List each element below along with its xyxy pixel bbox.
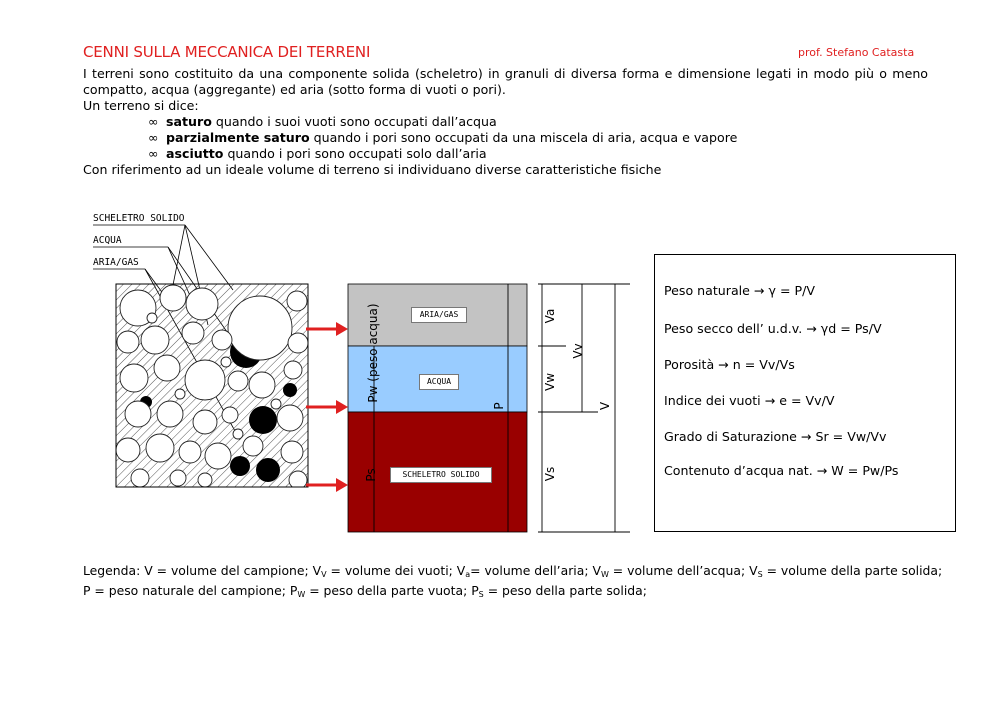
property-grado-saturazione: Grado di Saturazione → Sr = Vw/Vv [664, 429, 887, 444]
bullet-term: asciutto [166, 146, 224, 161]
infinity-icon: ∞ [148, 130, 159, 145]
layer-label-scheletro: SCHELETRO SOLIDO [390, 467, 492, 483]
property-indice-vuoti: Indice dei vuoti → e = Vv/V [664, 393, 835, 408]
soil-sample [116, 284, 308, 489]
infinity-icon: ∞ [148, 114, 159, 129]
page-title: CENNI SULLA MECCANICA DEI TERRENI [83, 43, 371, 61]
bullet-text: quando i suoi vuoti sono occupati dall’acqua [211, 114, 497, 129]
property-peso-naturale: Peso naturale → γ = P/V [664, 283, 815, 298]
label-p: P [492, 402, 506, 410]
label-acqua: ACQUA [93, 235, 122, 246]
label-va: Va [543, 308, 557, 324]
infinity-icon: ∞ [148, 146, 159, 161]
label-aria-gas: ARIA/GAS [93, 257, 139, 268]
intro-lead: Un terreno si dice: [83, 98, 199, 113]
label-vs: Vs [543, 466, 557, 482]
author: prof. Stefano Catasta [798, 46, 915, 59]
properties-box [654, 254, 956, 532]
intro-closing: Con riferimento ad un ideale volume di terreno si individuano diverse caratteristiche fisiche [83, 162, 662, 177]
arrow-right-icon [336, 400, 348, 414]
layer-label-acqua: ACQUA [419, 374, 459, 390]
legend-line-1: Legenda: V = volume del campione; $V_V$ = volume dei vuoti; $V_a=$ volume dell’aria; $V_W$ = volume dell’acqua; $V_S$ = volume della parte solida; [83, 563, 943, 579]
property-peso-secco: Peso secco dell’ u.d.v. → γd = Ps/V [664, 321, 882, 336]
property-contenuto-acqua: Contenuto d’acqua nat. → W = Pw/Ps [664, 463, 899, 478]
label-scheletro-solido: SCHELETRO SOLIDO [93, 213, 185, 224]
bullet-text: quando i pori sono occupati solo dall’aria [223, 146, 487, 161]
legend-line-2: P = peso naturale del campione; $P_W$ = peso della parte vuota; $P_S$ = peso della parte solida; [83, 583, 647, 599]
arrow-right-icon [336, 478, 348, 492]
bullet-term: saturo [166, 114, 212, 129]
intro-paragraph: I terreni sono costituito da una componente solida (scheletro) in granuli di diversa forma e dimensione legati in modo più o meno compatto, acqua (aggregante) ed aria (sotto forma di vuoti o pori). [83, 66, 928, 97]
bullet-text: quando i pori sono occupati da una miscela di aria, acqua e vapore [309, 130, 738, 145]
label-ps: Ps [364, 468, 378, 482]
layer-label-aria: ARIA/GAS [411, 307, 467, 323]
bullet-term: parzialmente saturo [166, 130, 310, 145]
label-v: V [598, 401, 612, 411]
arrows [306, 322, 348, 492]
label-vw: Vw [543, 372, 557, 392]
property-porosita: Porosità → n = Vv/Vs [664, 357, 795, 372]
label-vv: Vv [571, 343, 585, 359]
arrow-right-icon [336, 322, 348, 336]
label-pw: Pw (peso acqua) [366, 303, 380, 403]
legend [83, 563, 942, 603]
